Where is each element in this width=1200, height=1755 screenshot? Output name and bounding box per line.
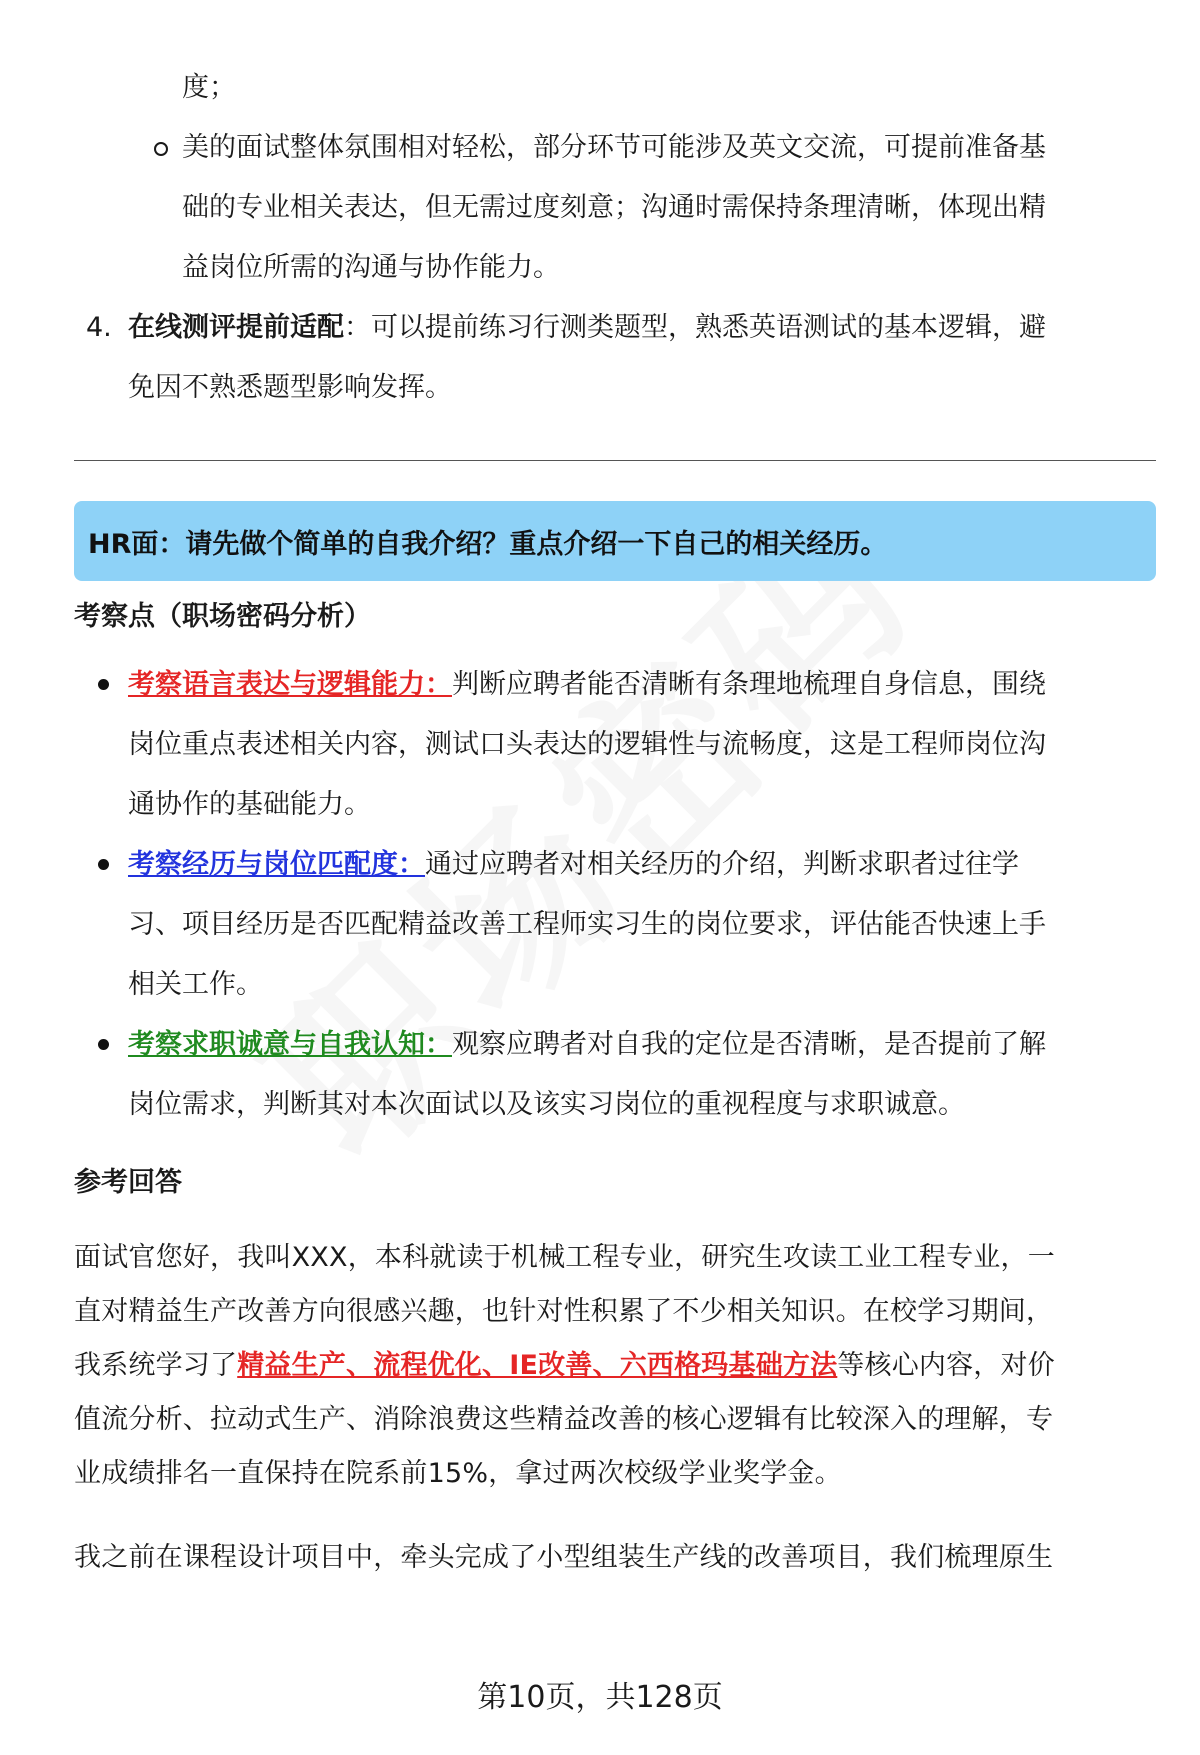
bullet-icon xyxy=(98,1039,109,1050)
sub-item-line: 础的专业相关表达，但无需过度刻意；沟通时需保持条理清晰，体现出精 xyxy=(182,192,1046,223)
answer-text: 我系统学习了 xyxy=(74,1350,238,1381)
bullet-keyword: 考察语言表达与逻辑能力： xyxy=(128,669,452,700)
answer-text: 等核心内容，对价 xyxy=(837,1350,1055,1381)
analysis-list xyxy=(74,655,1154,1135)
analysis-heading: 考察点（职场密码分析） xyxy=(74,601,371,632)
bullet-line: 岗位重点表述相关内容，测试口头表达的逻辑性与流畅度，这是工程师岗位沟 xyxy=(128,729,1046,760)
answer-line: 值流分析、拉动式生产、消除浪费这些精益改善的核心逻辑有比较深入的理解，专 xyxy=(74,1404,1054,1435)
hollow-bullet-icon xyxy=(154,142,168,156)
sub-item-continuation: 度； xyxy=(182,72,236,103)
bullet-line: 岗位需求，判断其对本次面试以及该实习岗位的重视程度与求职诚意。 xyxy=(128,1089,965,1120)
answer-highlight: 精益生产、流程优化、IE改善、六西格玛基础方法 xyxy=(237,1350,838,1381)
list-item xyxy=(74,655,1154,835)
numbered-item-text: ：可以提前练习行测类题型，熟悉英语测试的基本逻辑，避 xyxy=(344,312,1046,343)
answer-line: 业成绩排名一直保持在院系前15%，拿过两次校级学业奖学金。 xyxy=(74,1458,842,1489)
bullet-line xyxy=(128,655,1154,715)
bullet-line: 通协作的基础能力。 xyxy=(128,789,371,820)
horizontal-divider xyxy=(74,460,1156,461)
list-item xyxy=(74,835,1154,1015)
numbered-item-line xyxy=(128,298,1154,358)
bullet-line: 相关工作。 xyxy=(128,969,263,1000)
bullet-text: 判断应聘者能否清晰有条理地梳理自身信息，围绕 xyxy=(452,669,1046,700)
numbered-list-item xyxy=(74,298,1154,418)
answer-line xyxy=(74,1339,1154,1393)
bullet-text: 通过应聘者对相关经历的介绍，判断求职者过往学 xyxy=(425,849,1019,880)
list-number: 4. xyxy=(86,312,112,343)
sub-item-line: 益岗位所需的沟通与协作能力。 xyxy=(182,252,560,283)
answer-line: 我之前在课程设计项目中，牵头完成了小型组装生产线的改善项目，我们梳理原生 xyxy=(74,1542,1054,1573)
bullet-text: 观察应聘者对自我的定位是否清晰，是否提前了解 xyxy=(452,1029,1046,1060)
question-text: HR面：请先做个简单的自我介绍？重点介绍一下自己的相关经历。 xyxy=(88,528,888,560)
question-banner xyxy=(74,501,1156,581)
answer-line: 直对精益生产改善方向很感兴趣，也针对性积累了不少相关知识。在校学习期间， xyxy=(74,1296,1054,1327)
answer-line: 面试官您好，我叫XXX，本科就读于机械工程专业，研究生攻读工业工程专业，一 xyxy=(74,1242,1055,1273)
bullet-icon xyxy=(98,859,109,870)
answer-paragraph xyxy=(74,1231,1154,1501)
page-number: 第10页，共128页 xyxy=(477,1680,723,1715)
bullet-line: 习、项目经历是否匹配精益改善工程师实习生的岗位要求，评估能否快速上手 xyxy=(128,909,1046,940)
bullet-keyword: 考察求职诚意与自我认知： xyxy=(128,1029,452,1060)
list-item xyxy=(74,1015,1154,1135)
sub-list-item xyxy=(74,118,1154,298)
bullet-icon xyxy=(98,679,109,690)
bullet-keyword: 考察经历与岗位匹配度： xyxy=(128,849,425,880)
bullet-line xyxy=(128,835,1154,895)
numbered-item-label: 在线测评提前适配 xyxy=(128,312,344,343)
numbered-item-line: 免因不熟悉题型影响发挥。 xyxy=(128,372,452,403)
answer-heading: 参考回答 xyxy=(74,1167,182,1198)
bullet-line xyxy=(128,1015,1154,1075)
answer-paragraph xyxy=(74,1531,1154,1585)
page-content xyxy=(74,58,1154,1585)
sub-item-line: 美的面试整体氛围相对轻松，部分环节可能涉及英文交流，可提前准备基 xyxy=(182,132,1046,163)
